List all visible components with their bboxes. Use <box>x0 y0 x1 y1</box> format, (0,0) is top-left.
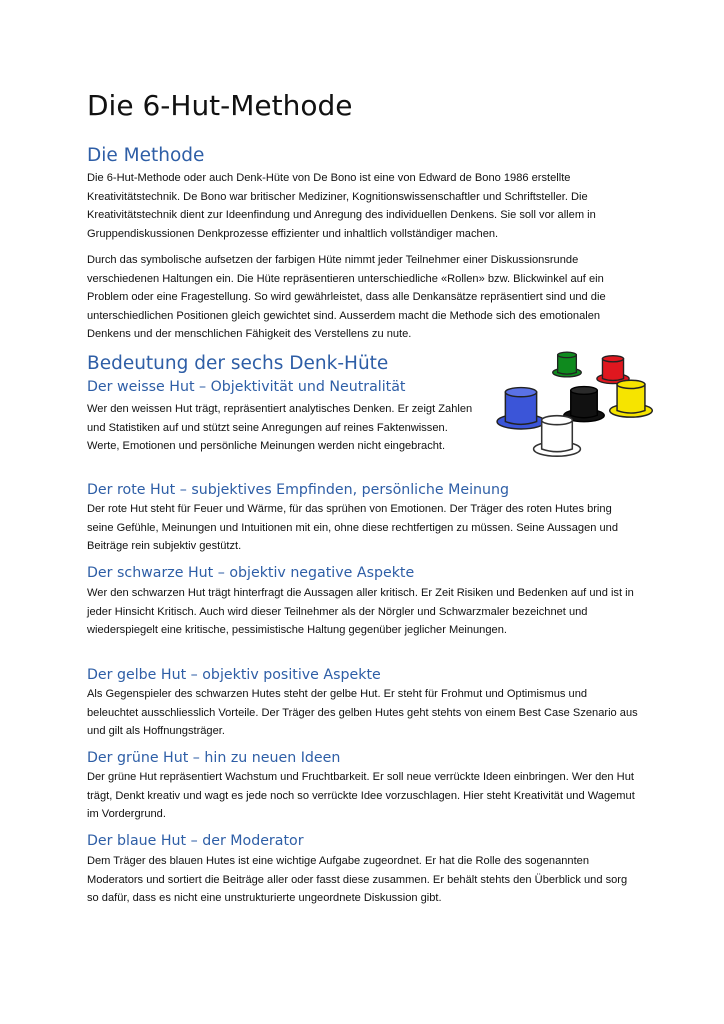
blue-hat-icon <box>497 388 545 429</box>
hat-heading-blue: Der blaue Hut – der Moderator <box>87 833 304 849</box>
hat-heading-black: Der schwarze Hut – objektiv negative Aspekte <box>87 565 415 581</box>
green-hat-icon <box>553 352 582 377</box>
hat-text-blue: Dem Träger des blauen Hutes ist eine wichtige Aufgabe zugeordnet. Er hat die Rolle des sogenannten Moderators und sortiert die Beiträge aller oder fasst diese zusammen. Er behält stehts den Überblick und sorg so dafür, dass es nicht eine unstrukturierte ungeordnete Diskussion gibt. <box>87 855 628 904</box>
methode-paragraph-1: Die 6-Hut-Methode oder auch Denk-Hüte von De Bono ist eine von Edward de Bono 1986 erstellte Kreativitätstechnik. De Bono war britischer Mediziner, Kognitionswissenschaftler und Schriftsteller. Die Kreativitätstechnik dient zur Ideenfindung und Anregung des individuellen Denkens. Sie soll vor allem in Gruppendiskussionen Denkprozesse effizienter und inhaltlich vollständiger machen. <box>87 172 596 240</box>
hat-text-red: Der rote Hut steht für Feuer und Wärme, für das sprühen von Emotionen. Der Träger des roten Hutes bring seine Gefühle, Meinungen und Intuitionen mit ein, ohne diese rechtfertigen zu müssen. Seine Aussagen und Beiträge rein subjektiv gestützt. <box>87 503 619 552</box>
hat-heading-white: Der weisse Hut – Objektivität und Neutralität <box>87 379 406 395</box>
hat-text-yellow: Als Gegenspieler des schwarzen Hutes steht der gelbe Hut. Er steht für Frohmut und Optimismus und beleuchtet ausschliesslich Vorteile. Der Träger des gelben Hutes geht stehts von einem Best Case Szenario aus und gilt als Hoffnungsträger. <box>87 688 638 737</box>
hat-heading-red: Der rote Hut – subjektives Empfinden, persönliche Meinung <box>87 482 510 498</box>
hat-text-black: Wer den schwarzen Hut trägt hinterfragt die Aussagen aller kritisch. Er Zeit Risiken und Bedenken auf und ist in jeder Hinsicht Kritisch. Auch wird dieser Teilnehmer als der Nörgler und Schwarzmaler bezeichnet und wiederspiegelt eine kritische, pessimistische Haltung gegenüber jeglicher Meinungen. <box>87 587 634 636</box>
hat-text-green: Der grüne Hut repräsentiert Wachstum und Fruchtbarkeit. Er soll neue verrückte Ideen einbringen. Wer den Hut trägt, Denkt kreativ und wagt es jede noch so verrückte Idee vorzuschlagen. Hier steht Kreativität und Wagemut im Vordergrund. <box>87 771 635 820</box>
hat-heading-yellow: Der gelbe Hut – objektiv positive Aspekte <box>87 667 381 683</box>
section-heading-bedeutung: Bedeutung der sechs Denk-Hüte <box>87 353 389 374</box>
black-hat-icon <box>564 387 605 422</box>
section-heading-methode: Die Methode <box>87 145 205 166</box>
hat-heading-green: Der grüne Hut – hin zu neuen Ideen <box>87 750 341 766</box>
hat-text-white: Wer den weissen Hut trägt, repräsentiert analytisches Denken. Er zeigt Zahlen und Statistiken auf und stützt seine Anregungen auf reines Faktenwissen. Werte, Emotionen und persönliche Meinungen werden nicht eingebracht. <box>87 403 473 452</box>
methode-paragraph-2: Durch das symbolische aufsetzen der farbigen Hüte nimmt jeder Teilnehmer einer Diskussionsrunde verschiedenen Haltungen ein. Die Hüte repräsentieren unterschiedliche «Rollen» bzw. Blickwinkel auf ein Problem oder eine Fragestellung. So wird gewährleistet, dass alle Denkansätze repräsentiert sind und die unterschiedlichen Positionen gleich gewichtet sind. Ausserdem macht die Methode sich des emotionalen Denkens und der menschlichen Fähigkeit des Verstellens zu nute. <box>87 254 606 340</box>
six-hats-illustration-icon <box>489 342 657 462</box>
page-title: Die 6-Hut-Methode <box>87 89 353 122</box>
red-hat-icon <box>597 356 629 384</box>
yellow-hat-icon <box>610 380 653 417</box>
